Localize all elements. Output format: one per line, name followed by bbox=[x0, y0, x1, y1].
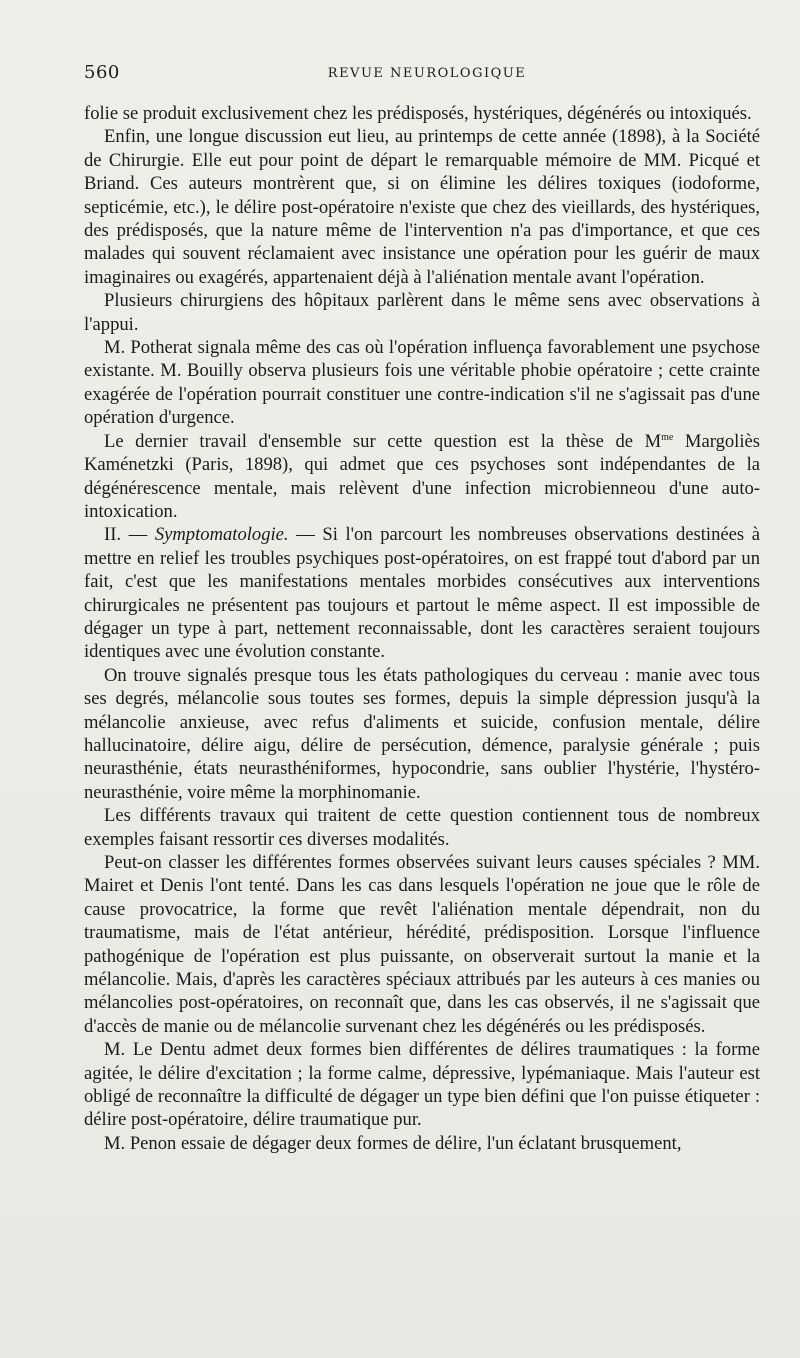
superscript: me bbox=[661, 431, 674, 443]
section-number: II. — bbox=[104, 524, 155, 546]
paragraph: M. Penon essaie de dégager deux formes de délire, l'un éclatant brusquement, bbox=[104, 1132, 682, 1154]
paragraph: On trouve signalés presque tous les états pathologiques du cerveau : manie avec tous ses degrés, mélancolie sous toutes ses formes, depuis la simple dépression jusqu'à la mélancolie anxieuse, avec refus d'aliments et suicide, confusion mentale, délire hallucinatoire, délire aigu, délire de persécution, démence, paralysie générale ; puis neurasthénie, états neurasthéniformes, hypocondrie, sans oublier l'hystérie, l'hystéro-neurasthénie, voire même la morphinomanie. bbox=[84, 664, 760, 803]
paragraph: Peut-on classer les différentes formes observées suivant leurs causes spéciales ? MM. Mairet et Denis l'ont tenté. Dans les cas dans lesquels l'opération ne joue que le rôle de cause provocatrice, la forme que revêt l'aliénation mentale dépendrait, non du traumatisme, mais de l'état antérieur, hérédité, prédisposition. Lorsque l'influence pathogénique de l'opération est plus puissante, on observerait surtout la manie et la mélancolie. Mais, d'après les caractères spéciaux attribués par les auteurs à ces manies ou mélancolies post-opératoires, on reconnaît que, dans les cas observés, il ne s'agissait que d'accès de manie ou de mélancolie survenant chez les dégénérés ou les prédisposés. bbox=[84, 852, 760, 1037]
running-title: REVUE NEUROLOGIQUE bbox=[327, 66, 527, 81]
paragraph-text: — Si l'on parcourt les nombreuses observations destinées à mettre en relief les troubles psychiques post-opératoires, on est frappé tout d'abord par un fait, c'est que les manifestations mentales morbides consécutives aux interventions chirurgicales ne présentent pas toujours et partout le même aspect. Il est impossible de dégager un type à part, nettement reconnaissable, dont les caractères seraient toujours identiques avec une évolution constante. bbox=[84, 524, 760, 663]
paragraph-text: Le dernier travail d'ensemble sur cette question est la thèse de M bbox=[104, 430, 662, 452]
paragraph: Les différents travaux qui traitent de cette question contiennent tous de nombreux exemples faisant ressortir ces diverses modalités. bbox=[84, 805, 760, 850]
body-text bbox=[84, 102, 760, 1155]
paragraph: folie se produit exclusivement chez les prédisposés, hystériques, dégénérés ou intoxiqués. bbox=[84, 103, 752, 124]
page-number: 560 bbox=[84, 62, 120, 83]
paragraph: Plusieurs chirurgiens des hôpitaux parlèrent dans le même sens avec observations à l'appui. bbox=[84, 290, 760, 335]
paragraph bbox=[84, 523, 760, 663]
paragraph-text: Margoliès Kaménetzki (Paris, 1898), qui admet que ces psychoses sont indépendantes de la dégénérescence mentale, mais relèvent d'une infection microbienneou d'une auto-intoxication. bbox=[84, 430, 760, 522]
paragraph: M. Potherat signala même des cas où l'opération influença favorablement une psychose existante. M. Bouilly observa plusieurs fois une véritable phobie opératoire ; cette crainte exagérée de l'opération pourrait constituer une contre-indication s'il ne s'agissait pas d'une opération d'urgence. bbox=[84, 337, 760, 429]
paragraph bbox=[84, 430, 760, 524]
page-header bbox=[84, 62, 760, 88]
paragraph: M. Le Dentu admet deux formes bien différentes de délires traumatiques : la forme agitée, le délire d'excitation ; la forme calme, dépressive, lypémaniaque. Mais l'auteur est obligé de reconnaître la difficulté de dégager un type bien défini que l'on puisse étiqueter : délire post-opératoire, délire traumatique pur. bbox=[84, 1039, 760, 1131]
section-title: Symptomatologie. bbox=[154, 524, 289, 546]
paragraph: Enfin, une longue discussion eut lieu, au printemps de cette année (1898), à la Société de Chirurgie. Elle eut pour point de départ le remarquable mémoire de MM. Picqué et Briand. Ces auteurs montrèrent que, si on élimine les délires toxiques (iodoforme, septicémie, etc.), le délire post-opératoire n'existe que chez des vieillards, des hystériques, des prédisposés, que la nature même de l'intervention n'a pas d'importance, et que ces malades qui souvent réclamaient avec insistance une opération pour les guérir de maux imaginaires ou exagérés, appartenaient déjà à l'aliénation mentale avant l'opération. bbox=[84, 126, 760, 288]
